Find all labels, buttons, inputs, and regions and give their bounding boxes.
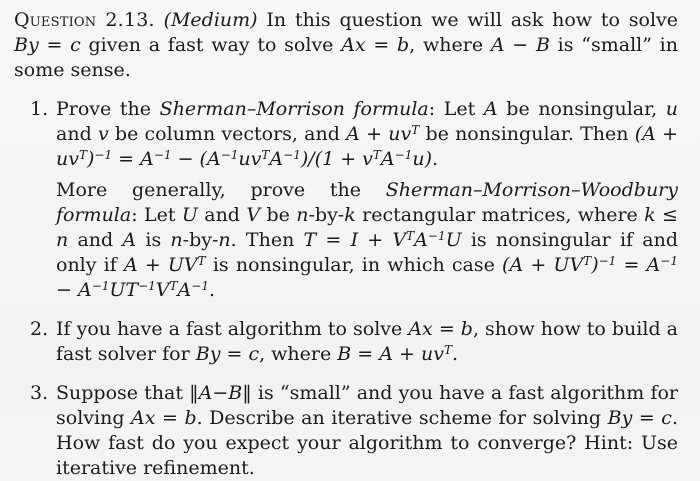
text: and (68, 229, 123, 251)
math: By = c (195, 343, 260, 365)
text: be nonsingular, (497, 98, 666, 120)
math: (A + uv (56, 123, 678, 170)
part-2-paragraph (56, 317, 678, 367)
superscript: −1 (660, 254, 678, 268)
math: n (218, 229, 231, 251)
text: is nonsingular if and only if (56, 229, 679, 276)
math: A (177, 279, 192, 301)
superscript: −1 (94, 148, 113, 162)
superscript: −1 (91, 279, 110, 293)
text: be column vectors, and (108, 123, 347, 145)
math: ) (87, 148, 95, 170)
text: If you have a fast algorithm to solve (56, 318, 409, 340)
intro-math: By = c (14, 34, 81, 56)
superscript: T (411, 123, 420, 137)
part-3-paragraph (56, 381, 678, 481)
superscript: T (406, 229, 415, 243)
text: -by- (182, 229, 219, 251)
superscript: T (261, 148, 270, 162)
text: , where (259, 343, 338, 365)
text: . Then (230, 229, 304, 251)
math: UT (109, 279, 139, 301)
part-2 (14, 317, 678, 367)
part-number: 3. (30, 382, 49, 404)
math: Ax = b (131, 407, 197, 429)
text: . How fast do you expect your algorithm to converge? Hint: Use iterative refinement. (56, 407, 678, 479)
text: be nonsingular. Then (419, 123, 635, 145)
part-number: 2. (30, 318, 49, 340)
math: k ≤ n (56, 204, 678, 251)
superscript: −1 (598, 254, 617, 268)
superscript: −1 (220, 148, 239, 162)
math: V (246, 204, 261, 226)
part-1 (14, 97, 678, 303)
difficulty-tag: (Medium) (163, 9, 258, 31)
math: A (269, 148, 284, 170)
text: be (260, 204, 297, 226)
superscript: −1 (394, 148, 413, 162)
question-parts (14, 97, 678, 481)
question-header (14, 8, 678, 83)
math: T = I + V (303, 229, 407, 251)
superscript: −1 (283, 148, 301, 162)
text: . Describe an iterative scheme for solving (196, 407, 608, 429)
superscript: T (583, 254, 592, 268)
part-3 (14, 381, 678, 481)
math: A (414, 229, 428, 251)
math: = A (616, 254, 661, 276)
math: v (97, 123, 109, 145)
text: rectangular matrices, where (355, 204, 645, 226)
math: ) (591, 254, 599, 276)
text: , show how to build a fast solver for (56, 318, 678, 365)
part-1-paragraph-2 (56, 178, 678, 303)
text: . (451, 343, 459, 365)
math: )/(1 + v (300, 148, 373, 170)
math: A (140, 148, 154, 170)
math: u). (412, 148, 439, 170)
math: uv (238, 148, 262, 170)
math: A (483, 98, 498, 120)
superscript: −1 (153, 148, 172, 162)
part-1-paragraph-1 (56, 97, 678, 172)
text: is (136, 229, 171, 251)
math: A + uv (346, 123, 412, 145)
superscript: T (169, 279, 178, 293)
math: U (445, 229, 462, 251)
math: Ax = b (408, 318, 473, 340)
math: V (155, 279, 170, 301)
superscript: −1 (138, 279, 156, 293)
text: -by- (308, 204, 345, 226)
math: n (296, 204, 309, 226)
question-label: Question 2.13. (14, 9, 155, 31)
math: − A (56, 279, 92, 301)
superscript: T (197, 254, 206, 268)
intro-text: is “small” in some sense. (14, 34, 678, 81)
formula-name: Sherman–Morrison–Woodbury formula (56, 179, 678, 226)
math: u (665, 98, 679, 120)
superscript: −1 (191, 279, 209, 293)
math: n (170, 229, 183, 251)
superscript: T (443, 343, 452, 357)
intro-math: A − B (490, 34, 550, 56)
text: . (208, 279, 216, 301)
superscript: T (372, 148, 381, 162)
intro-text: given a fast way to solve (80, 34, 342, 56)
math: B = A + uv (337, 343, 444, 365)
intro-math: Ax = b (341, 34, 410, 56)
math: A (380, 148, 395, 170)
text: Suppose that (56, 382, 190, 404)
intro-text: In this question we will ask how to solve (257, 9, 679, 31)
math: U (181, 204, 198, 226)
text: and (56, 123, 98, 145)
text: = (112, 148, 141, 170)
math: (A + UV (502, 254, 584, 276)
math: A + UV (123, 254, 198, 276)
formula-name: Sherman–Morrison formula (159, 98, 429, 120)
superscript: −1 (427, 229, 446, 243)
text: is “small” and you have a fast algorithm for solving (56, 382, 678, 429)
math: − (A (171, 148, 221, 170)
text: : Let (428, 98, 484, 120)
text: and (197, 204, 247, 226)
text: Prove the (56, 98, 160, 120)
math: k (344, 204, 356, 226)
text: : Let (131, 204, 182, 226)
text: More generally, prove the (56, 179, 386, 201)
math: By = c (607, 407, 672, 429)
math: ‖A−B‖ (189, 382, 252, 404)
text: is nonsingular, in which case (205, 254, 503, 276)
superscript: T (78, 148, 87, 162)
part-number: 1. (30, 98, 49, 120)
math: A (122, 229, 137, 251)
intro-text: , where (409, 34, 491, 56)
